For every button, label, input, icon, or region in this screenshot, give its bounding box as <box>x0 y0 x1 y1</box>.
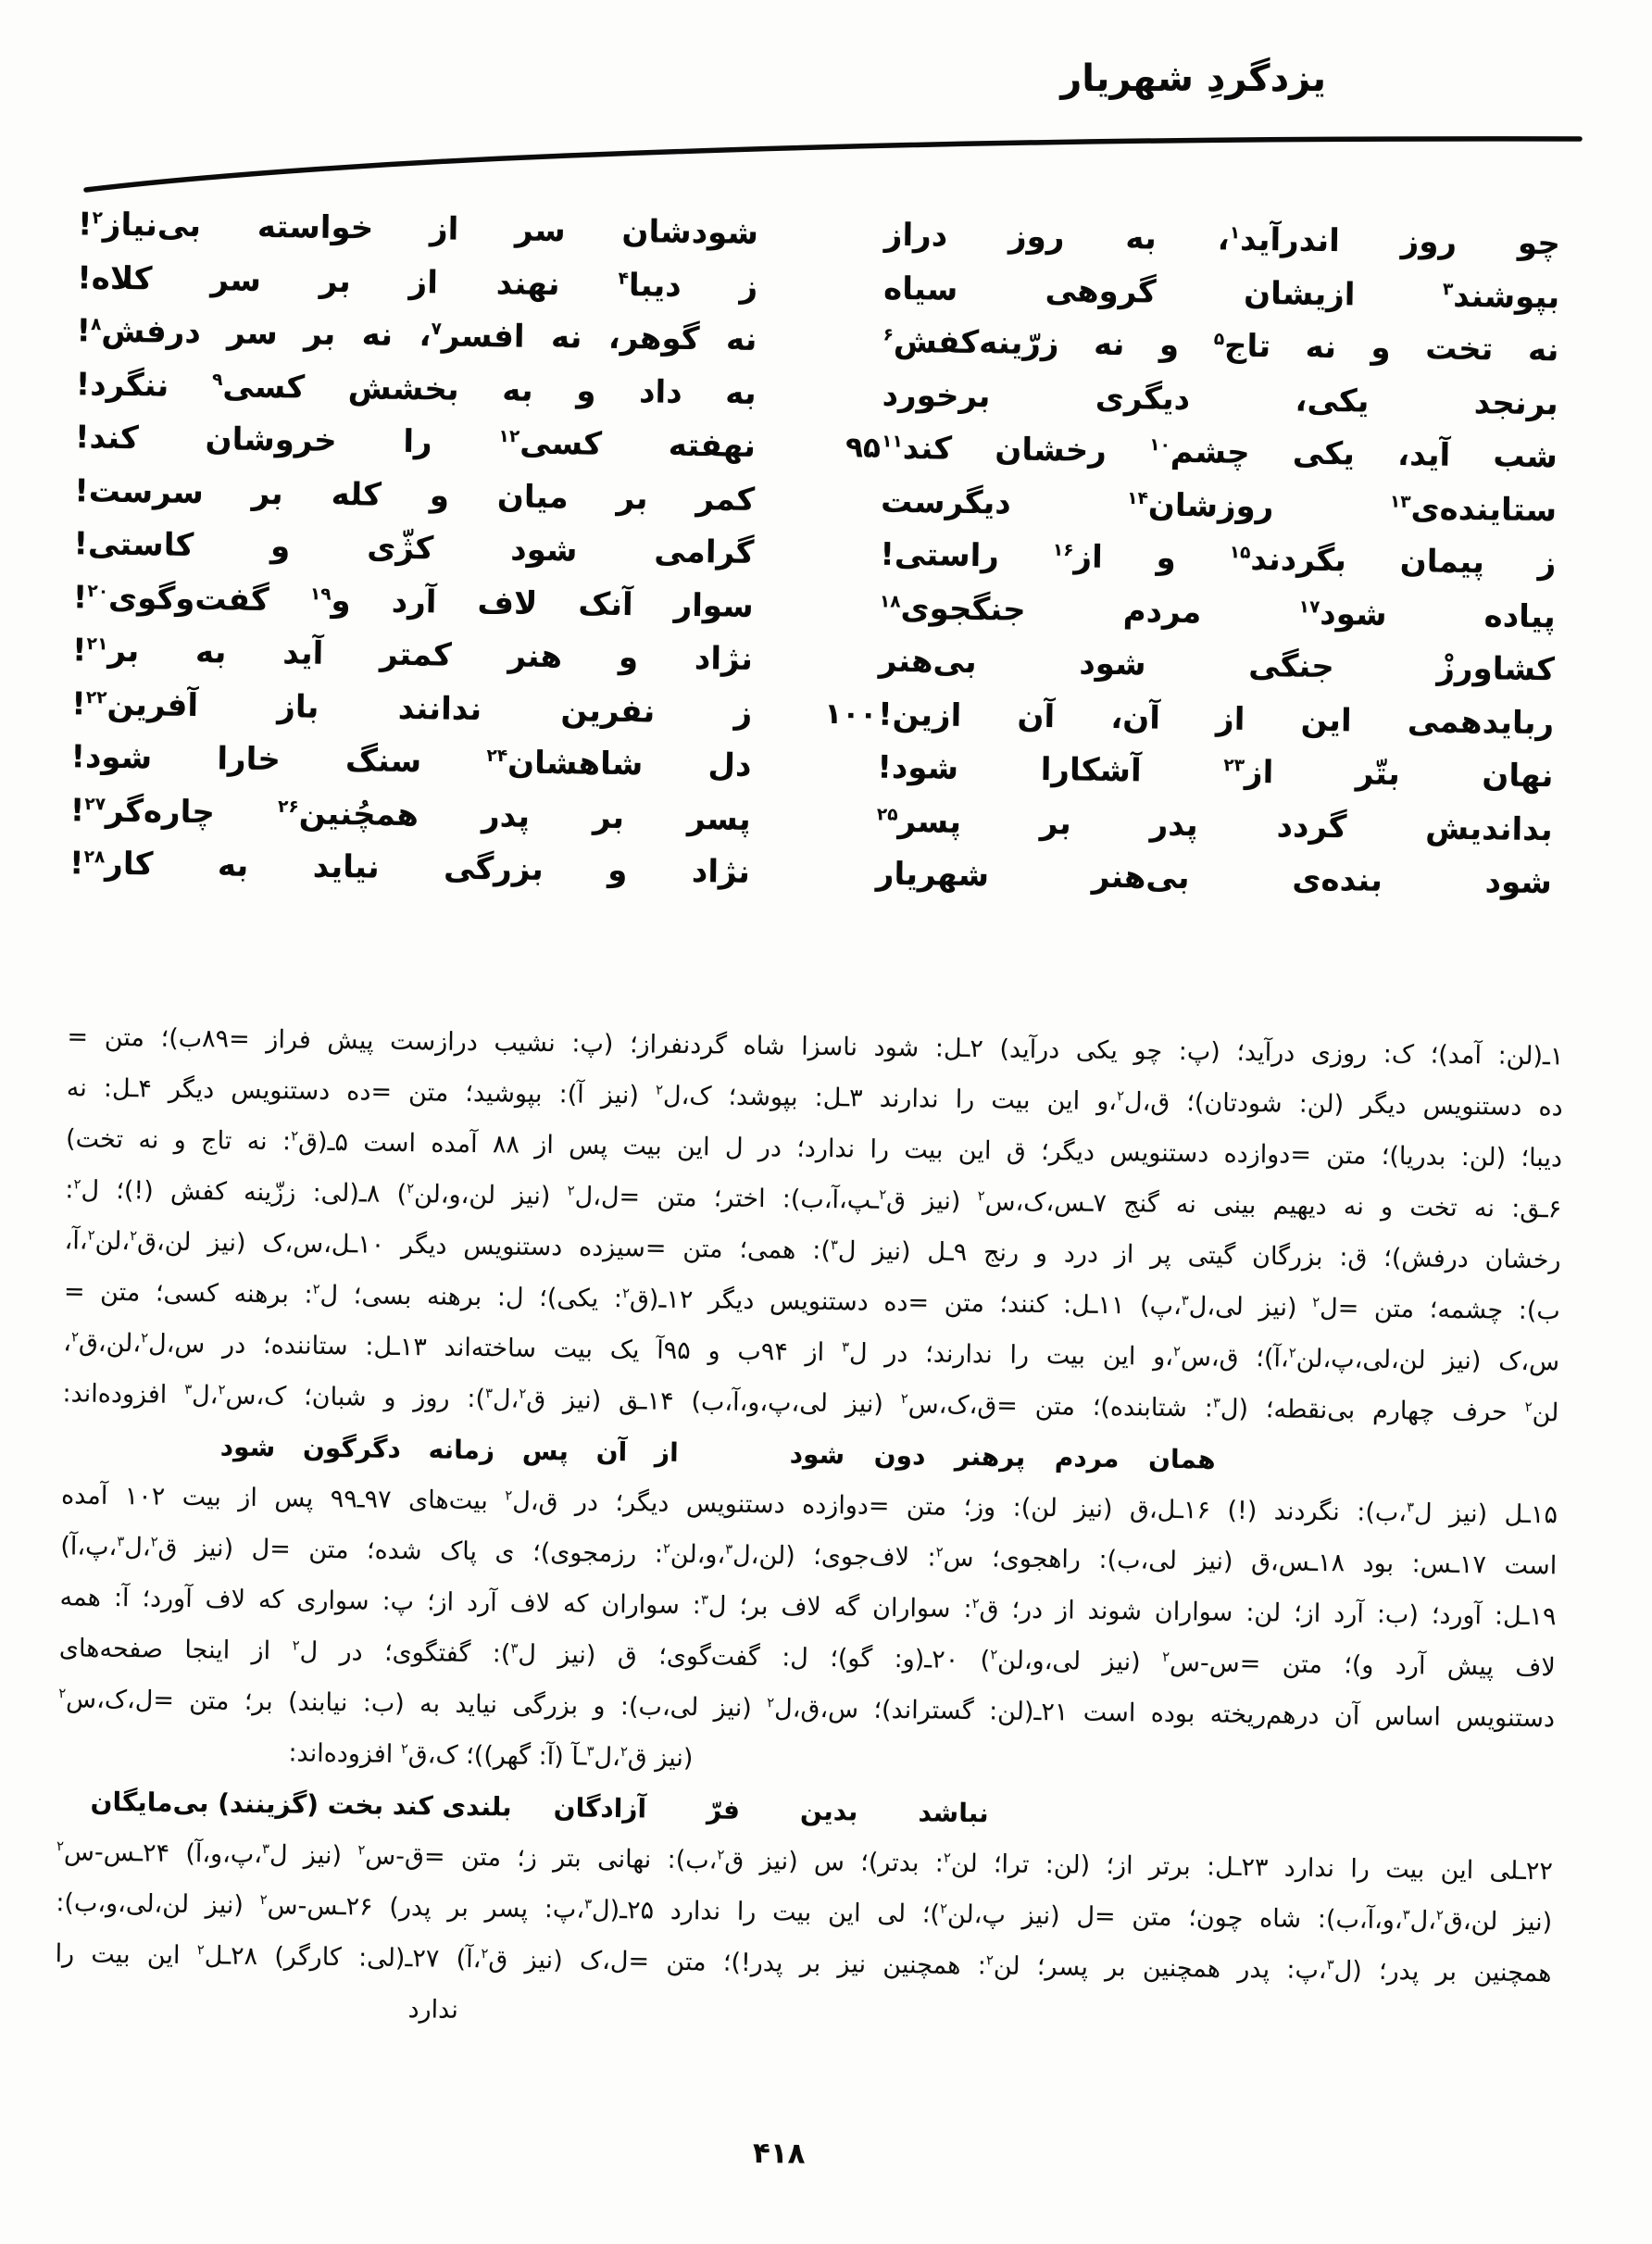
hemistich-right: نه تخت و نه تاج$^۵$ و نه زرّینه‌کفش$^۶$ <box>882 322 1559 370</box>
footnote-line: است ۱۷ـس: بود ۱۸ـس،ق (نیز لی،ب): راهجوی؛ س$^۲$: لاف‌جوی؛ (لن،ل$^۳$،و،لن$^۲$: رزمجوی)؛ ی پاک شده؛ متن =ل (نیز ق$^۲$،ل$^۳$،پ،آ) <box>60 1532 1558 1581</box>
verse-number-100: ۱۰۰ <box>824 696 878 732</box>
footnote-line: ۶ـق: نه تخت و نه دیهیم بینی نه گنج ۷ـس،ک،س$^۲$ (نیز ق$^۲$ـپ،آ،ب): اختر؛ متن =ل،ل$^۲$ (نیز لن،و،لن$^۲$) ۸ـ(لی: ززّینه کفش (!)؛ ل$^۲$: <box>65 1175 1562 1224</box>
poem <box>0 197 1652 911</box>
hemistich-left: ز دیبا$^۴$ نهند از بر سر کلاه! <box>77 258 758 306</box>
hemistich-right: چو روز اندرآید$^۱$، به روز دراز <box>883 216 1561 263</box>
footnote-line: ندارد <box>407 1995 459 2025</box>
hemistich-left: به داد و به بخشش کسی$^۹$ ننگرد! <box>75 365 757 412</box>
footnote-line: رخشان درفش)؛ ق: بزرگان گیتی پر از درد و رنج ۹ـل (نیز ل$^۳$): همی؛ متن =سیزده دستنویس دیگر ۱۰ـل،س،ک (نیز لن،ق$^۲$،لن$^۲$،آ، <box>64 1226 1561 1275</box>
page-number: ۴۱۸ <box>752 2137 806 2171</box>
chapter-title: یزدگردِ شهریار <box>1060 57 1326 100</box>
hemistich-right: بپوشند$^۳$ ازیشان گروهی سیاه <box>882 270 1560 316</box>
hemistich-left: کمر بر میان و کله بر سرست! <box>74 471 756 519</box>
hemistich-left: نژاد و بزرگی نیاید به کار$^{۲۸}$! <box>69 845 751 891</box>
variant-hemistich-left: از آن پس زمانه دگرگون شود <box>219 1431 679 1468</box>
variant-hemistich-right: همان مردم پرهنر دون شود <box>789 1438 1216 1475</box>
hemistich-right: ستاینده‌ی$^{۱۳}$ روزشان$^{۱۴}$ دیگرست <box>880 483 1558 529</box>
hemistich-left: ز نفرین ندانند باز آفرین$^{۲۲}$! <box>70 684 753 732</box>
hemistich-right: برنجد یکی، دیگری برخورد <box>882 376 1558 422</box>
hemistich-right: کشاورزْ جنگی شود بی‌هنر <box>878 642 1556 689</box>
hemistich-left: دل شاهشان$^{۲۴}$ سنگ خارا شود! <box>70 738 752 784</box>
footnote-line: دستنویس اساس آن درهم‌ریخته بوده است ۲۱ـ(لن: گستراند)؛ س،ق،ل$^۲$ (نیز لی،ب): و بزرگی نیاید به (ب: نیابند) بر؛ متن =ل،ک،س$^۲$ <box>58 1685 1556 1734</box>
hemistich-left: نه گوهر، نه افسر$^۷$، نه بر سر درفش$^۸$! <box>76 312 757 358</box>
hemistich-right: نهان بتّر از$^{۲۳}$ آشکارا شود! <box>877 748 1554 796</box>
hemistich-left: سوار آنک لاف آرد و$^{۱۹}$ گفت‌وگوی$^{۲۰}$! <box>72 578 754 625</box>
hemistich-right: بداندیش گردد پدر بر پسر$^{۲۵}$ <box>876 802 1553 848</box>
hemistich-right: شود بنده‌ی بی‌هنر شهریار <box>875 855 1553 902</box>
hemistich-left: پسر بر پدر همچُنین$^{۲۶}$ چاره‌گر$^{۲۷}$! <box>69 791 751 838</box>
footnote-line: همچنین بر پدر؛ (ل$^۳$،پ: پدر همچنین بر پسر؛ لن$^۲$: همچنین نیز بر پدر!)؛ متن =ل،ک (نیز ق$^۲$،آ) ۲۷ـ(لی: کارگر) ۲۸ـل$^۲$ این بیت را <box>55 1939 1552 1988</box>
hemistich-left: شودشان سر از خواسته بی‌نیاز$^۲$! <box>77 206 759 252</box>
hemistich-left: نهفته کسی$^{۱۲}$ را خروشان کند! <box>74 419 757 465</box>
footnote-line: ب): چشمه؛ متن =ل$^۲$ (نیز لی،ل$^۳$،پ) ۱۱ـل: کنند؛ متن =ده دستنویس دیگر ۱۲ـ(ق$^۲$: یکی)؛ ل: برهنه بسی؛ ل$^۲$: برهنه کسی؛ متن = <box>63 1277 1561 1326</box>
footnote-line: (نیز لن،ق$^۲$،ل$^۳$،و،آ،ب): شاه چون؛ متن =ل (نیز پ،لن$^۲$)؛ لی این بیت را ندارد ۲۵ـ(ل$^۳$،پ: پسر بر پدر) ۲۶ـس-س$^۲$ (نیز لن،لی،و،ب): <box>56 1888 1553 1937</box>
footnote-line: س،ک (نیز لن،لی،پ،لن$^۲$،آ)؛ ق،س$^۲$،و این بیت را ندارند؛ در ل$^۳$ از ۹۴ب و ۹۵آ یک بیت ساخته‌اند ۱۳ـل: ستاننده؛ در س،ل$^۲$،لن،ق$^۲$، <box>63 1328 1560 1377</box>
footnote-line: ۱۹ـل: آورد؛ (ب: آرد از؛ لن: سواران شوند از در؛ ق$^۲$: سواران گه لاف بر؛ ل$^۳$: سواران که لاف آرد از؛ پ: سواری که لاف آورد؛ آ: همه <box>59 1583 1557 1632</box>
footnote-line: ۲۲ـلی این بیت را ندارد ۲۳ـل: برتر از؛ (لن: ترا؛ لن$^۲$: بدتر)؛ س (نیز ق$^۲$،ب): نهانی بتر ز؛ متن =ق-س$^۲$ (نیز ل$^۳$،پ،و،آ) ۲۴ـس-س$^۲$ <box>56 1837 1554 1887</box>
hemistich-right: ز پیمان بگردند$^{۱۵}$ و از$^{۱۶}$ راستی! <box>880 535 1557 583</box>
hemistich-left: نژاد و هنر کمتر آید به بر$^{۲۱}$! <box>71 632 754 678</box>
hemistich-right: پیاده شود$^{۱۷}$ مردم جنگجوی$^{۱۸}$ <box>879 589 1556 635</box>
hemistich-right: ربایدهمی این از آن، آن ازین! <box>877 696 1555 742</box>
footnote-line: ۱۵ـل (نیز ل$^۳$،ب): نگردند (!) ۱۶ـل،ق (نیز لن): وز؛ متن =دوازده دستنویس دیگر؛ در ق،ل$^۲$ بیت‌های ۹۷ـ۹۹ پس از بیت ۱۰۲ آمده <box>60 1481 1558 1530</box>
verse-number-95: ۹۵ <box>845 431 882 465</box>
hemistich-left: گرامی شود کژّی و کاستی! <box>73 525 755 571</box>
variant-hemistich-right: نباشد بدین فرّ آزادگان <box>553 1792 989 1829</box>
footnote-line: ۱ـ(لن: آمد)؛ ک: روزی درآید؛ (پ: چو یکی درآید) ۲ـل: شود ناسزا شاه گردنفراز؛ (پ: نشیب درازست پیش فراز =۸۹ب)؛ متن = <box>67 1022 1564 1072</box>
variant-hemistich-left: بلندی کند بخت (گزینند) بی‌مایگان <box>90 1786 512 1823</box>
footnote-line: (نیز ق$^۲$،ل$^۳$ـآ (آ: گهر))؛ ک،ق$^۲$ افزوده‌اند: <box>288 1738 694 1774</box>
footnote-line: لن$^۲$ حرف چهارم بی‌نقطه؛ (ل$^۳$: شتابنده)؛ متن =ق،ک،س$^۲$ (نیز لی،پ،و،آ،ب) ۱۴ـق (نیز ق$^۲$،ل$^۳$): روز و شبان؛ ک،س$^۲$،ل$^۳$ افزوده‌اند: <box>62 1379 1559 1428</box>
footnote-line: ده دستنویس دیگر (لن: شودتان)؛ ق،ل$^۲$،و این بیت را ندارند ۳ـل: بپوشد؛ ک،ل$^۲$ (نیز آ): بپوشید؛ متن =ده دستنویس دیگر ۴ـل: نه <box>66 1073 1563 1122</box>
apparatus <box>55 1011 1564 2050</box>
hemistich-right: شب آید، یکی چشم$^{۱۰}$ رخشان کند$^{۱۱}$ <box>881 430 1558 476</box>
footnote-line: لاف پیش آرد و)؛ متن =س-س$^۲$ (نیز لی،و،لن$^۲$) ۲۰ـ(و: گو)؛ ل: گفت‌گوی؛ ق (نیز ل$^۳$): گفتگوی؛ در ل$^۲$ از اینجا صفحه‌های <box>58 1634 1556 1683</box>
footnote-line: دیبا؛ (لن: بدریا)؛ متن =دوازده دستنویس دیگر؛ ق این بیت را ندارد؛ در ل این بیت پس از ۸۸ آمده است ۵ـ(ق$^۲$: نه تاج و نه تخت) <box>65 1124 1563 1173</box>
